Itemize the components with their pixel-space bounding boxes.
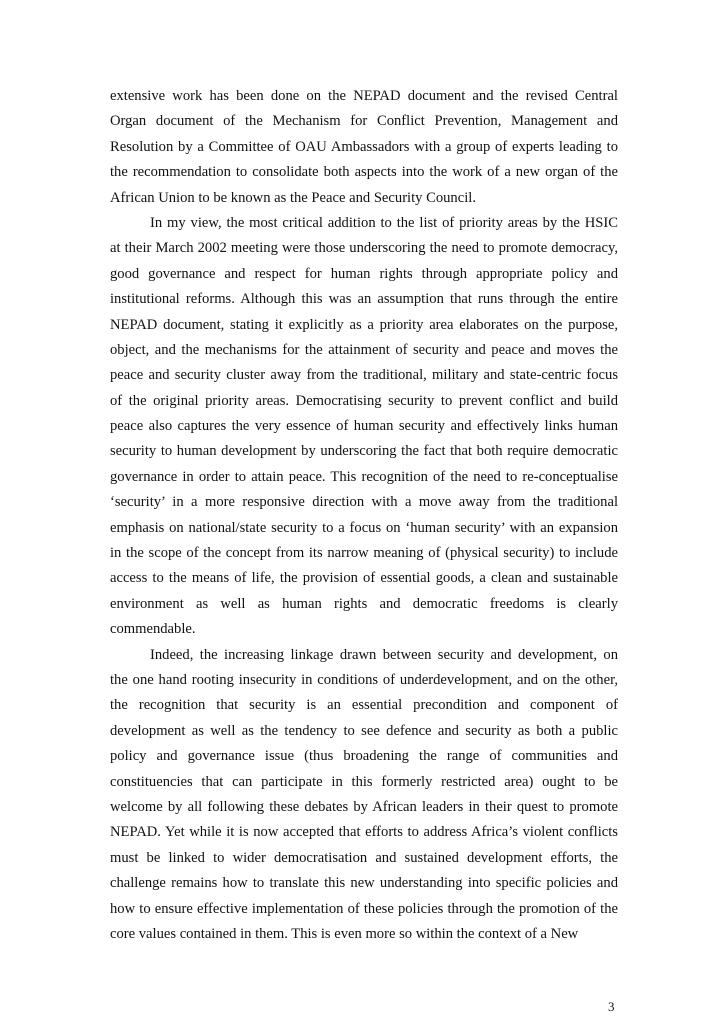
page-number: 3 <box>608 999 615 1014</box>
text-line: ‘security’ in a more responsive direction with a move away from the traditional <box>110 494 618 511</box>
paragraph <box>110 211 618 643</box>
text-line: constituencies that can participate in this formerly restricted area) ought to be <box>110 773 618 790</box>
body-text <box>110 84 618 947</box>
text-line: welcome by all following these debates by African leaders in their quest to promote <box>110 798 618 815</box>
text-line: access to the means of life, the provision of essential goods, a clean and sustainable <box>110 570 618 587</box>
text-line: the one hand rooting insecurity in conditions of underdevelopment, and on the other, <box>110 671 618 688</box>
text-line: In my view, the most critical addition to the list of priority areas by the HSIC <box>150 214 618 231</box>
text-line: good governance and respect for human rights through appropriate policy and <box>110 265 618 282</box>
text-line: emphasis on national/state security to a focus on ‘human security’ with an expansion <box>110 519 618 536</box>
text-line: institutional reforms. Although this was an assumption that runs through the entire <box>110 291 618 308</box>
text-line: development as well as the tendency to see defence and security as both a public <box>110 722 618 739</box>
text-line: in the scope of the concept from its narrow meaning of (physical security) to include <box>110 545 618 562</box>
text-line: peace and security cluster away from the traditional, military and state-centric focus <box>110 367 618 384</box>
text-line: NEPAD document, stating it explicitly as a priority area elaborates on the purpose, <box>110 316 618 333</box>
text-line: governance in order to attain peace. This recognition of the need to re-conceptualise <box>110 468 618 485</box>
text-line: core values contained in them. This is even more so within the context of a New <box>110 925 579 942</box>
text-line: Indeed, the increasing linkage drawn between security and development, on <box>150 646 618 663</box>
text-line: policy and governance issue (thus broadening the range of communities and <box>110 748 618 765</box>
text-line: security to human development by underscoring the fact that both require democratic <box>110 443 618 460</box>
text-line: extensive work has been done on the NEPAD document and the revised Central <box>110 88 618 104</box>
text-line: Organ document of the Mechanism for Conflict Prevention, Management and <box>110 113 618 130</box>
text-line: challenge remains how to translate this new understanding into specific policies and <box>110 875 618 892</box>
text-line: environment as well as human rights and democratic freedoms is clearly <box>110 595 618 612</box>
text-line: commendable. <box>110 621 196 638</box>
text-line: NEPAD. Yet while it is now accepted that efforts to address Africa’s violent conflicts <box>110 824 618 841</box>
text-line: the recognition that security is an essential precondition and component of <box>110 697 618 714</box>
text-line: the recommendation to consolidate both aspects into the work of a new organ of the <box>110 164 618 181</box>
text-line: must be linked to wider democratisation and sustained development efforts, the <box>110 849 618 866</box>
text-line: Resolution by a Committee of OAU Ambassadors with a group of experts leading to <box>110 138 618 155</box>
text-line: peace also captures the very essence of human security and effectively links human <box>110 418 618 435</box>
text-line: how to ensure effective implementation of these policies through the promotion of the <box>110 900 618 917</box>
paragraph <box>110 84 618 211</box>
text-line: object, and the mechanisms for the attainment of security and peace and moves the <box>110 341 618 358</box>
text-line: at their March 2002 meeting were those underscoring the need to promote democracy, <box>110 240 618 257</box>
paragraph <box>110 643 618 948</box>
text-line: of the original priority areas. Democratising security to prevent conflict and build <box>110 392 618 409</box>
text-line: African Union to be known as the Peace and Security Council. <box>110 189 476 206</box>
